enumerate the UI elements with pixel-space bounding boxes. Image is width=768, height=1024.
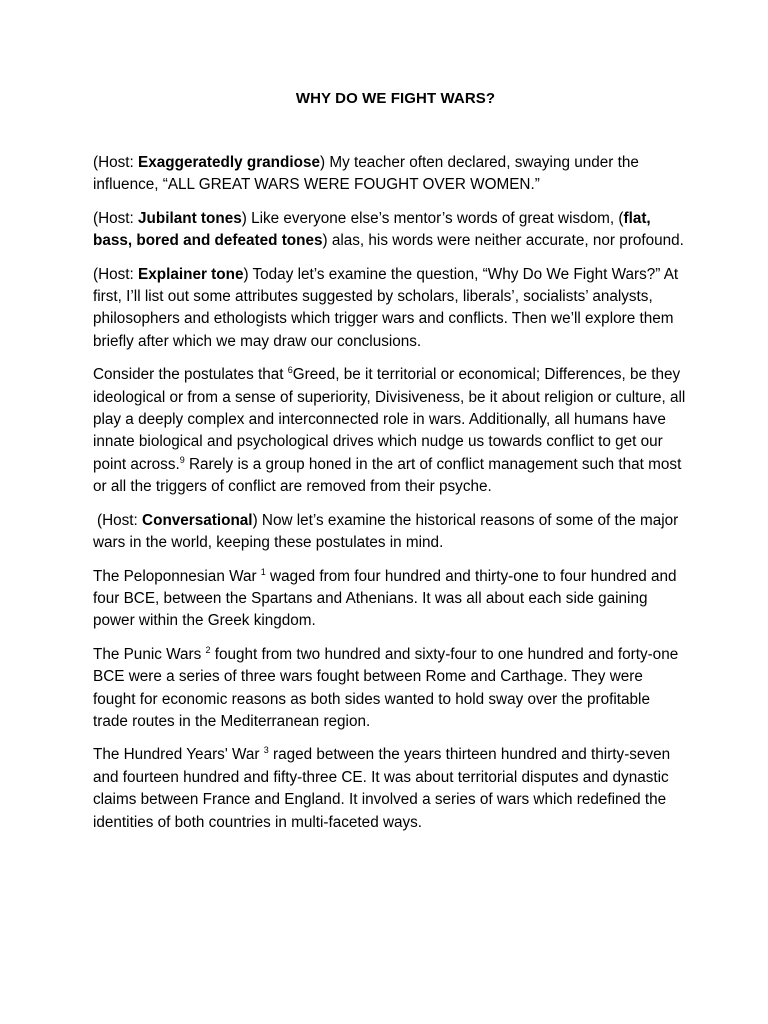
paragraph-text-start: The Punic Wars xyxy=(93,645,206,663)
tone-direction-secondary: flat, bass, bored and defeated tones xyxy=(93,209,651,250)
paragraph-6 xyxy=(93,566,688,633)
host-prefix: (Host: xyxy=(93,154,139,171)
footnote-ref: 2 xyxy=(205,644,211,655)
footnote-ref: 9 xyxy=(179,454,185,465)
tone-direction: Explainer tone xyxy=(138,265,244,283)
paragraph-text: fought from two hundred and sixty-four to one hundred and forty-one BCE were a series of three wars fought between Rome and Carthage. They were fought for economic reasons as both sides wanted to hold sway over the profitable trade routes in the Mediterranean region. xyxy=(93,645,679,730)
paragraph-text-end: ) alas, his words were neither accurate, nor profound. xyxy=(322,232,684,250)
paragraph-text: ) Now let’s examine the historical reasons of some of the major wars in the world, keeping these postulates in mind. xyxy=(93,511,679,552)
host-prefix: (Host: xyxy=(97,511,143,529)
document-title: WHY DO WE FIGHT WARS? xyxy=(295,90,496,107)
host-prefix: (Host: xyxy=(93,209,139,227)
paragraph-7 xyxy=(93,644,688,734)
paragraph-5 xyxy=(93,510,688,555)
tone-direction: Conversational xyxy=(142,511,253,529)
paragraph-text: waged from four hundred and thirty-one to four hundred and four BCE, between the Spartans and Athenians. It was all about each side gaining power within the Greek kingdom. xyxy=(93,567,677,630)
footnote-ref: 6 xyxy=(287,365,293,376)
paragraph-text: ) My teacher often declared, swaying under the influence, “ALL GREAT WARS WERE FOUGHT OVER WOMEN.” xyxy=(93,154,639,194)
paragraph-8 xyxy=(93,744,688,834)
document-body xyxy=(93,152,688,834)
host-prefix: (Host: xyxy=(93,265,139,283)
paragraph-text: raged between the years thirteen hundred and thirty-seven and fourteen hundred and fifty-three CE. It was about territorial disputes and dynastic claims between France and England. It involved a series of wars which redefined the identities of both countries in multi-faceted ways. xyxy=(93,746,671,831)
paragraph-text-end: Rarely is a group honed in the art of conflict management such that most or all the triggers of conflict are removed from their psyche. xyxy=(93,455,682,496)
paragraph-3 xyxy=(93,264,688,354)
tone-direction: Exaggeratedly grandiose xyxy=(138,154,320,171)
paragraph-text: ) Like everyone else’s mentor’s words of great wisdom, ( xyxy=(241,209,624,227)
paragraph-text-start: The Hundred Years' War xyxy=(93,746,264,764)
paragraph-2 xyxy=(93,208,688,253)
paragraph-text: ) Today let’s examine the question, “Why Do We Fight Wars?” At first, I’ll list out some attributes suggested by scholars, liberals’, socialists’ analysts, philosophers and ethologists which trigger wars and conflicts. Then we’ll explore them briefly after which we may draw our conclusions. xyxy=(93,265,679,350)
tone-direction: Jubilant tones xyxy=(138,209,242,227)
paragraph-text: Greed, be it territorial or economical; Differences, be they ideological or from a sense of superiority, Divisiveness, be it about religion or culture, all play a deeply complex and interconnected role in wars. Additionally, all humans have innate biological and psychological drives which nudge us towards conflict to get our point across. xyxy=(93,366,686,473)
paragraph-text-start: The Peloponnesian War xyxy=(93,567,261,585)
footnote-ref: 1 xyxy=(260,566,266,577)
paragraph-4 xyxy=(93,364,688,498)
paragraph-1 xyxy=(93,152,688,197)
footnote-ref: 3 xyxy=(263,745,269,756)
paragraph-text-start: Consider the postulates that xyxy=(93,366,288,384)
